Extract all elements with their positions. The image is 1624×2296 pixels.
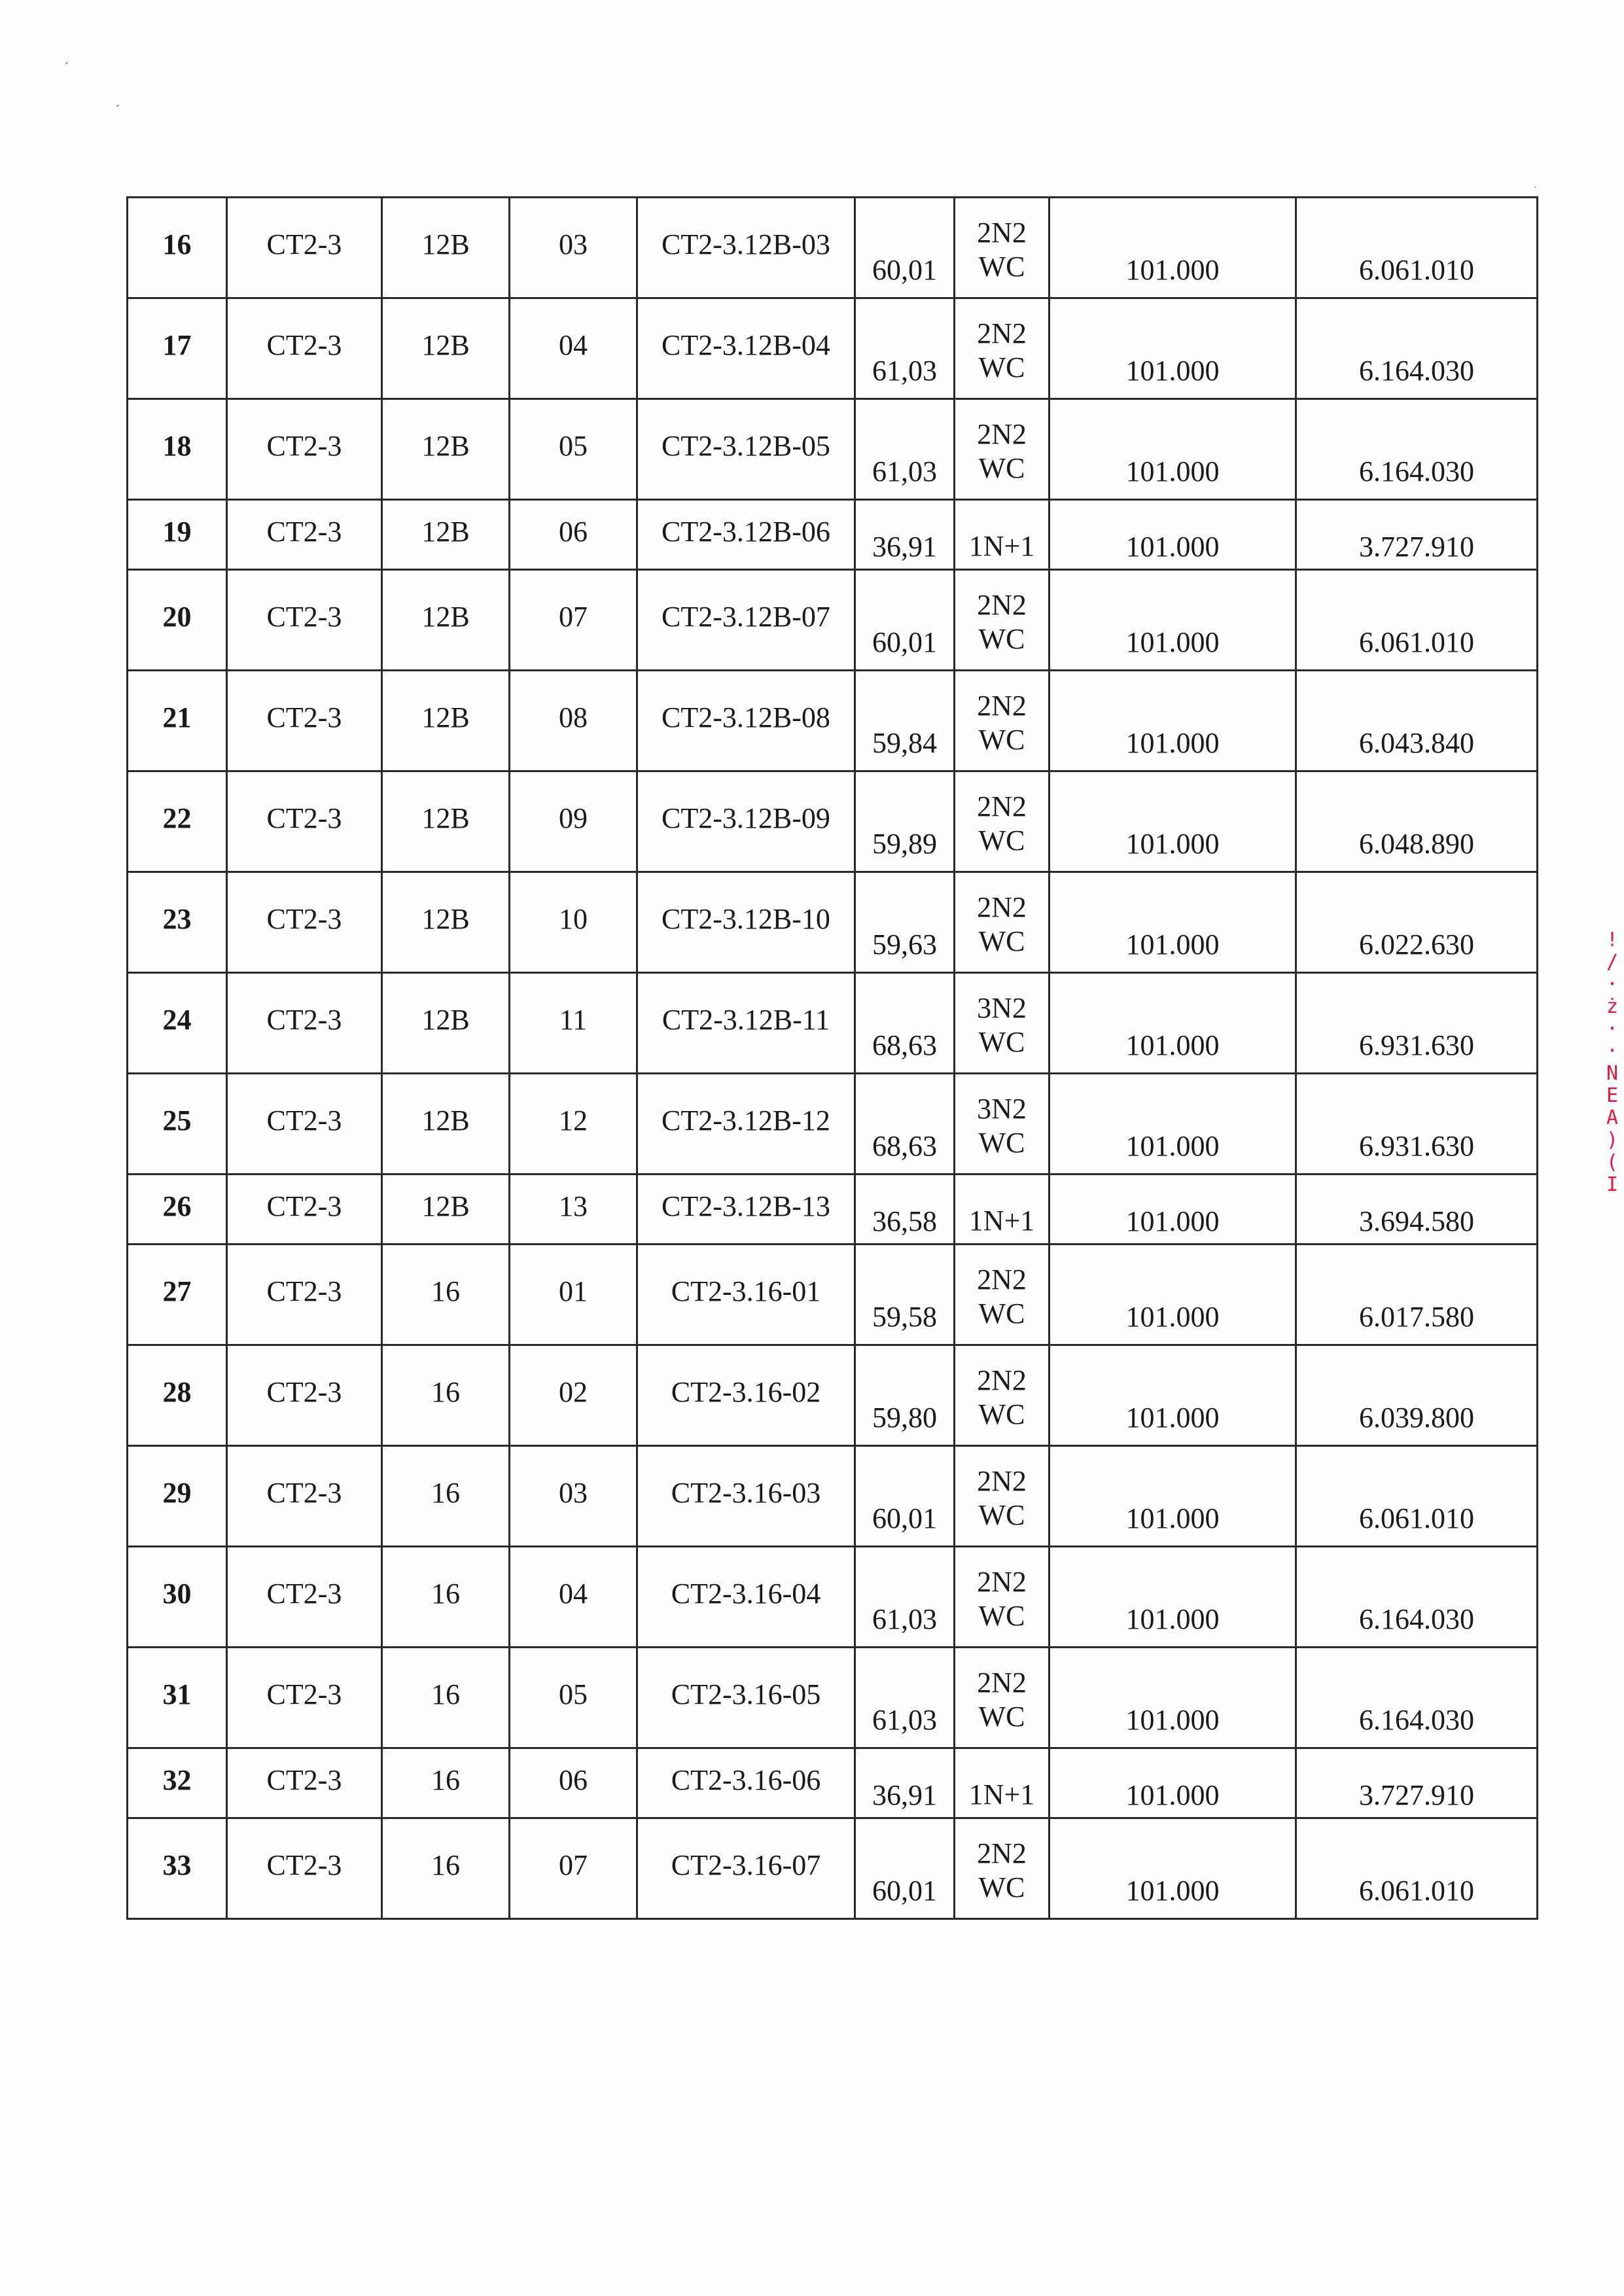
cell-room-type [955, 399, 1050, 500]
cell-area: 60,01 [855, 1446, 955, 1547]
cell-area: 59,89 [855, 771, 955, 872]
cell-block: CT2-3 [227, 1748, 382, 1818]
cell-stt: 26 [128, 1174, 227, 1245]
cell-room-type [955, 1446, 1050, 1547]
cell-unit: 12 [510, 1074, 637, 1174]
table-row [128, 399, 1538, 500]
cell-block: CT2-3 [227, 771, 382, 872]
cell-unit: 06 [510, 1748, 637, 1818]
cell-total-price: 6.043.840 [1296, 671, 1538, 771]
cell-stt: 20 [128, 570, 227, 671]
cell-total-price: 6.164.030 [1296, 298, 1538, 399]
room-type-line2: WC [978, 622, 1025, 655]
cell-unit: 01 [510, 1245, 637, 1345]
cell-floor: 12B [382, 872, 510, 973]
cell-block: CT2-3 [227, 500, 382, 570]
cell-unit-price: 101.000 [1050, 198, 1296, 298]
cell-room-type [955, 973, 1050, 1074]
cell-room-type [955, 1245, 1050, 1345]
cell-area: 60,01 [855, 198, 955, 298]
cell-stt: 28 [128, 1345, 227, 1446]
cell-floor: 16 [382, 1446, 510, 1547]
cell-unit-code: CT2-3.16-03 [637, 1446, 855, 1547]
cell-area: 61,03 [855, 399, 955, 500]
cell-area: 36,58 [855, 1174, 955, 1245]
room-type-line2: WC [978, 1025, 1025, 1058]
cell-floor: 12B [382, 1074, 510, 1174]
cell-floor: 12B [382, 570, 510, 671]
table-row [128, 771, 1538, 872]
cell-block: CT2-3 [227, 399, 382, 500]
cell-stt: 25 [128, 1074, 227, 1174]
room-type-line1: 1N+1 [968, 1205, 1035, 1237]
cell-block: CT2-3 [227, 298, 382, 399]
cell-unit-code: CT2-3.12B-13 [637, 1174, 855, 1245]
cell-room-type [955, 1547, 1050, 1648]
cell-room-type [955, 872, 1050, 973]
cell-room-type [955, 198, 1050, 298]
cell-stt: 17 [128, 298, 227, 399]
cell-unit: 03 [510, 198, 637, 298]
cell-total-price: 3.727.910 [1296, 500, 1538, 570]
room-type-line1: 3N2 [977, 991, 1027, 1024]
room-type-line2: WC [978, 1398, 1025, 1430]
cell-room-type [955, 1648, 1050, 1748]
cell-unit: 11 [510, 973, 637, 1074]
cell-area: 60,01 [855, 570, 955, 671]
cell-unit-code: CT2-3.16-02 [637, 1345, 855, 1446]
table-row [128, 1547, 1538, 1648]
room-type-line1: 2N2 [977, 790, 1027, 822]
cell-floor: 16 [382, 1648, 510, 1748]
cell-unit-price: 101.000 [1050, 399, 1296, 500]
scan-speck [1534, 186, 1537, 188]
room-type-line2: WC [978, 1297, 1025, 1330]
cell-stt: 31 [128, 1648, 227, 1748]
cell-total-price: 6.164.030 [1296, 1547, 1538, 1648]
cell-floor: 16 [382, 1345, 510, 1446]
cell-unit-code: CT2-3.12B-06 [637, 500, 855, 570]
room-type-line2: WC [978, 250, 1025, 283]
table-row [128, 1648, 1538, 1748]
cell-stt: 19 [128, 500, 227, 570]
cell-unit-code: CT2-3.16-01 [637, 1245, 855, 1345]
room-type-line1: 2N2 [977, 1364, 1027, 1396]
cell-room-type [955, 1345, 1050, 1446]
cell-unit: 07 [510, 570, 637, 671]
cell-area: 68,63 [855, 1074, 955, 1174]
cell-stt: 30 [128, 1547, 227, 1648]
cell-room-type [955, 771, 1050, 872]
cell-unit-price: 101.000 [1050, 1245, 1296, 1345]
cell-unit: 02 [510, 1345, 637, 1446]
cell-unit: 07 [510, 1818, 637, 1919]
cell-unit: 03 [510, 1446, 637, 1547]
cell-unit-code: CT2-3.16-04 [637, 1547, 855, 1648]
scan-speck [116, 104, 120, 107]
cell-unit-price: 101.000 [1050, 872, 1296, 973]
table-row [128, 1245, 1538, 1345]
cell-room-type [955, 671, 1050, 771]
cell-total-price: 6.061.010 [1296, 198, 1538, 298]
room-type-line1: 2N2 [977, 216, 1027, 249]
cell-unit-code: CT2-3.12B-12 [637, 1074, 855, 1174]
table-row [128, 1748, 1538, 1818]
cell-unit-code: CT2-3.12B-10 [637, 872, 855, 973]
room-type-line1: 2N2 [977, 317, 1027, 349]
cell-unit-code: CT2-3.16-07 [637, 1818, 855, 1919]
room-type-line2: WC [978, 1599, 1025, 1632]
cell-unit: 13 [510, 1174, 637, 1245]
cell-area: 36,91 [855, 500, 955, 570]
cell-unit-code: CT2-3.12B-11 [637, 973, 855, 1074]
cell-stt: 18 [128, 399, 227, 500]
cell-floor: 12B [382, 500, 510, 570]
table-row [128, 570, 1538, 671]
cell-unit: 08 [510, 671, 637, 771]
cell-floor: 12B [382, 771, 510, 872]
room-type-line2: WC [978, 723, 1025, 756]
room-type-line1: 3N2 [977, 1092, 1027, 1125]
cell-block: CT2-3 [227, 872, 382, 973]
cell-unit-price: 101.000 [1050, 1174, 1296, 1245]
cell-unit: 06 [510, 500, 637, 570]
cell-total-price: 6.061.010 [1296, 570, 1538, 671]
cell-unit-price: 101.000 [1050, 500, 1296, 570]
table-row [128, 872, 1538, 973]
cell-block: CT2-3 [227, 671, 382, 771]
cell-area: 36,91 [855, 1748, 955, 1818]
cell-total-price: 3.727.910 [1296, 1748, 1538, 1818]
cell-room-type [955, 1174, 1050, 1245]
table-row [128, 298, 1538, 399]
cell-area: 59,63 [855, 872, 955, 973]
cell-total-price: 6.164.030 [1296, 399, 1538, 500]
cell-unit-code: CT2-3.12B-03 [637, 198, 855, 298]
cell-unit-code: CT2-3.12B-05 [637, 399, 855, 500]
room-type-line1: 2N2 [977, 1565, 1027, 1598]
room-type-line2: WC [978, 1871, 1025, 1903]
table-row [128, 198, 1538, 298]
cell-unit-price: 101.000 [1050, 1547, 1296, 1648]
cell-unit-price: 101.000 [1050, 973, 1296, 1074]
cell-area: 59,58 [855, 1245, 955, 1345]
cell-room-type [955, 1818, 1050, 1919]
cell-total-price: 6.931.630 [1296, 973, 1538, 1074]
cell-unit: 05 [510, 399, 637, 500]
room-type-line1: 2N2 [977, 1464, 1027, 1497]
cell-area: 61,03 [855, 298, 955, 399]
cell-room-type [955, 298, 1050, 399]
cell-stt: 33 [128, 1818, 227, 1919]
cell-area: 61,03 [855, 1547, 955, 1648]
room-type-line1: 2N2 [977, 588, 1027, 621]
cell-stt: 32 [128, 1748, 227, 1818]
cell-total-price: 6.048.890 [1296, 771, 1538, 872]
cell-unit-code: CT2-3.12B-08 [637, 671, 855, 771]
cell-unit-price: 101.000 [1050, 771, 1296, 872]
cell-room-type [955, 1748, 1050, 1818]
room-type-line1: 2N2 [977, 689, 1027, 722]
cell-floor: 12B [382, 1174, 510, 1245]
cell-total-price: 6.061.010 [1296, 1818, 1538, 1919]
cell-stt: 21 [128, 671, 227, 771]
table-row [128, 671, 1538, 771]
cell-block: CT2-3 [227, 1174, 382, 1245]
room-type-line1: 2N2 [977, 417, 1027, 450]
cell-room-type [955, 1074, 1050, 1174]
cell-block: CT2-3 [227, 570, 382, 671]
cell-unit: 10 [510, 872, 637, 973]
cell-area: 60,01 [855, 1818, 955, 1919]
cell-block: CT2-3 [227, 1345, 382, 1446]
cell-total-price: 6.017.580 [1296, 1245, 1538, 1345]
cell-total-price: 3.694.580 [1296, 1174, 1538, 1245]
room-type-line2: WC [978, 1498, 1025, 1531]
cell-block: CT2-3 [227, 1074, 382, 1174]
cell-unit: 05 [510, 1648, 637, 1748]
cell-area: 59,80 [855, 1345, 955, 1446]
table-body [128, 198, 1538, 1919]
table-row [128, 1345, 1538, 1446]
table-row [128, 1446, 1538, 1547]
cell-block: CT2-3 [227, 1245, 382, 1345]
cell-unit-price: 101.000 [1050, 570, 1296, 671]
cell-room-type [955, 570, 1050, 671]
cell-unit: 04 [510, 298, 637, 399]
cell-floor: 16 [382, 1547, 510, 1648]
cell-unit-price: 101.000 [1050, 1074, 1296, 1174]
cell-block: CT2-3 [227, 198, 382, 298]
cell-stt: 23 [128, 872, 227, 973]
cell-floor: 16 [382, 1245, 510, 1345]
cell-block: CT2-3 [227, 973, 382, 1074]
table-row [128, 500, 1538, 570]
cell-total-price: 6.061.010 [1296, 1446, 1538, 1547]
cell-block: CT2-3 [227, 1818, 382, 1919]
table-row [128, 973, 1538, 1074]
cell-unit-code: CT2-3.12B-09 [637, 771, 855, 872]
cell-unit-price: 101.000 [1050, 1818, 1296, 1919]
room-type-line1: 2N2 [977, 891, 1027, 923]
cell-unit-price: 101.000 [1050, 1446, 1296, 1547]
table-row [128, 1818, 1538, 1919]
room-type-line2: WC [978, 1126, 1025, 1159]
table-row [128, 1074, 1538, 1174]
cell-area: 61,03 [855, 1648, 955, 1748]
cell-unit-code: CT2-3.16-06 [637, 1748, 855, 1818]
cell-block: CT2-3 [227, 1648, 382, 1748]
cell-unit-price: 101.000 [1050, 298, 1296, 399]
room-type-line1: 2N2 [977, 1666, 1027, 1699]
room-type-line2: WC [978, 451, 1025, 484]
red-stamp-fragment: ! / · ż · · N E A ) ( I [1606, 929, 1619, 1196]
cell-floor: 12B [382, 973, 510, 1074]
cell-stt: 16 [128, 198, 227, 298]
cell-unit-price: 101.000 [1050, 1748, 1296, 1818]
room-type-line1: 2N2 [977, 1837, 1027, 1869]
cell-stt: 29 [128, 1446, 227, 1547]
room-type-line1: 1N+1 [968, 530, 1035, 562]
cell-stt: 27 [128, 1245, 227, 1345]
cell-total-price: 6.022.630 [1296, 872, 1538, 973]
cell-floor: 12B [382, 671, 510, 771]
cell-unit-price: 101.000 [1050, 671, 1296, 771]
cell-stt: 22 [128, 771, 227, 872]
cell-area: 68,63 [855, 973, 955, 1074]
cell-unit-code: CT2-3.12B-07 [637, 570, 855, 671]
table-row [128, 1174, 1538, 1245]
cell-floor: 12B [382, 298, 510, 399]
room-type-line2: WC [978, 824, 1025, 857]
room-type-line2: WC [978, 1700, 1025, 1733]
cell-total-price: 6.931.630 [1296, 1074, 1538, 1174]
cell-total-price: 6.164.030 [1296, 1648, 1538, 1748]
cell-unit-price: 101.000 [1050, 1345, 1296, 1446]
room-type-line1: 1N+1 [968, 1778, 1035, 1810]
room-type-line1: 2N2 [977, 1263, 1027, 1296]
cell-unit-code: CT2-3.16-05 [637, 1648, 855, 1748]
cell-unit: 04 [510, 1547, 637, 1648]
apartment-units-table [126, 196, 1538, 1920]
cell-block: CT2-3 [227, 1446, 382, 1547]
cell-room-type [955, 500, 1050, 570]
cell-unit-price: 101.000 [1050, 1648, 1296, 1748]
cell-floor: 16 [382, 1748, 510, 1818]
room-type-line2: WC [978, 351, 1025, 383]
cell-stt: 24 [128, 973, 227, 1074]
cell-unit-code: CT2-3.12B-04 [637, 298, 855, 399]
scan-speck [65, 62, 69, 65]
cell-floor: 16 [382, 1818, 510, 1919]
room-type-line2: WC [978, 925, 1025, 957]
cell-area: 59,84 [855, 671, 955, 771]
cell-block: CT2-3 [227, 1547, 382, 1648]
cell-floor: 12B [382, 399, 510, 500]
cell-floor: 12B [382, 198, 510, 298]
cell-unit: 09 [510, 771, 637, 872]
cell-total-price: 6.039.800 [1296, 1345, 1538, 1446]
